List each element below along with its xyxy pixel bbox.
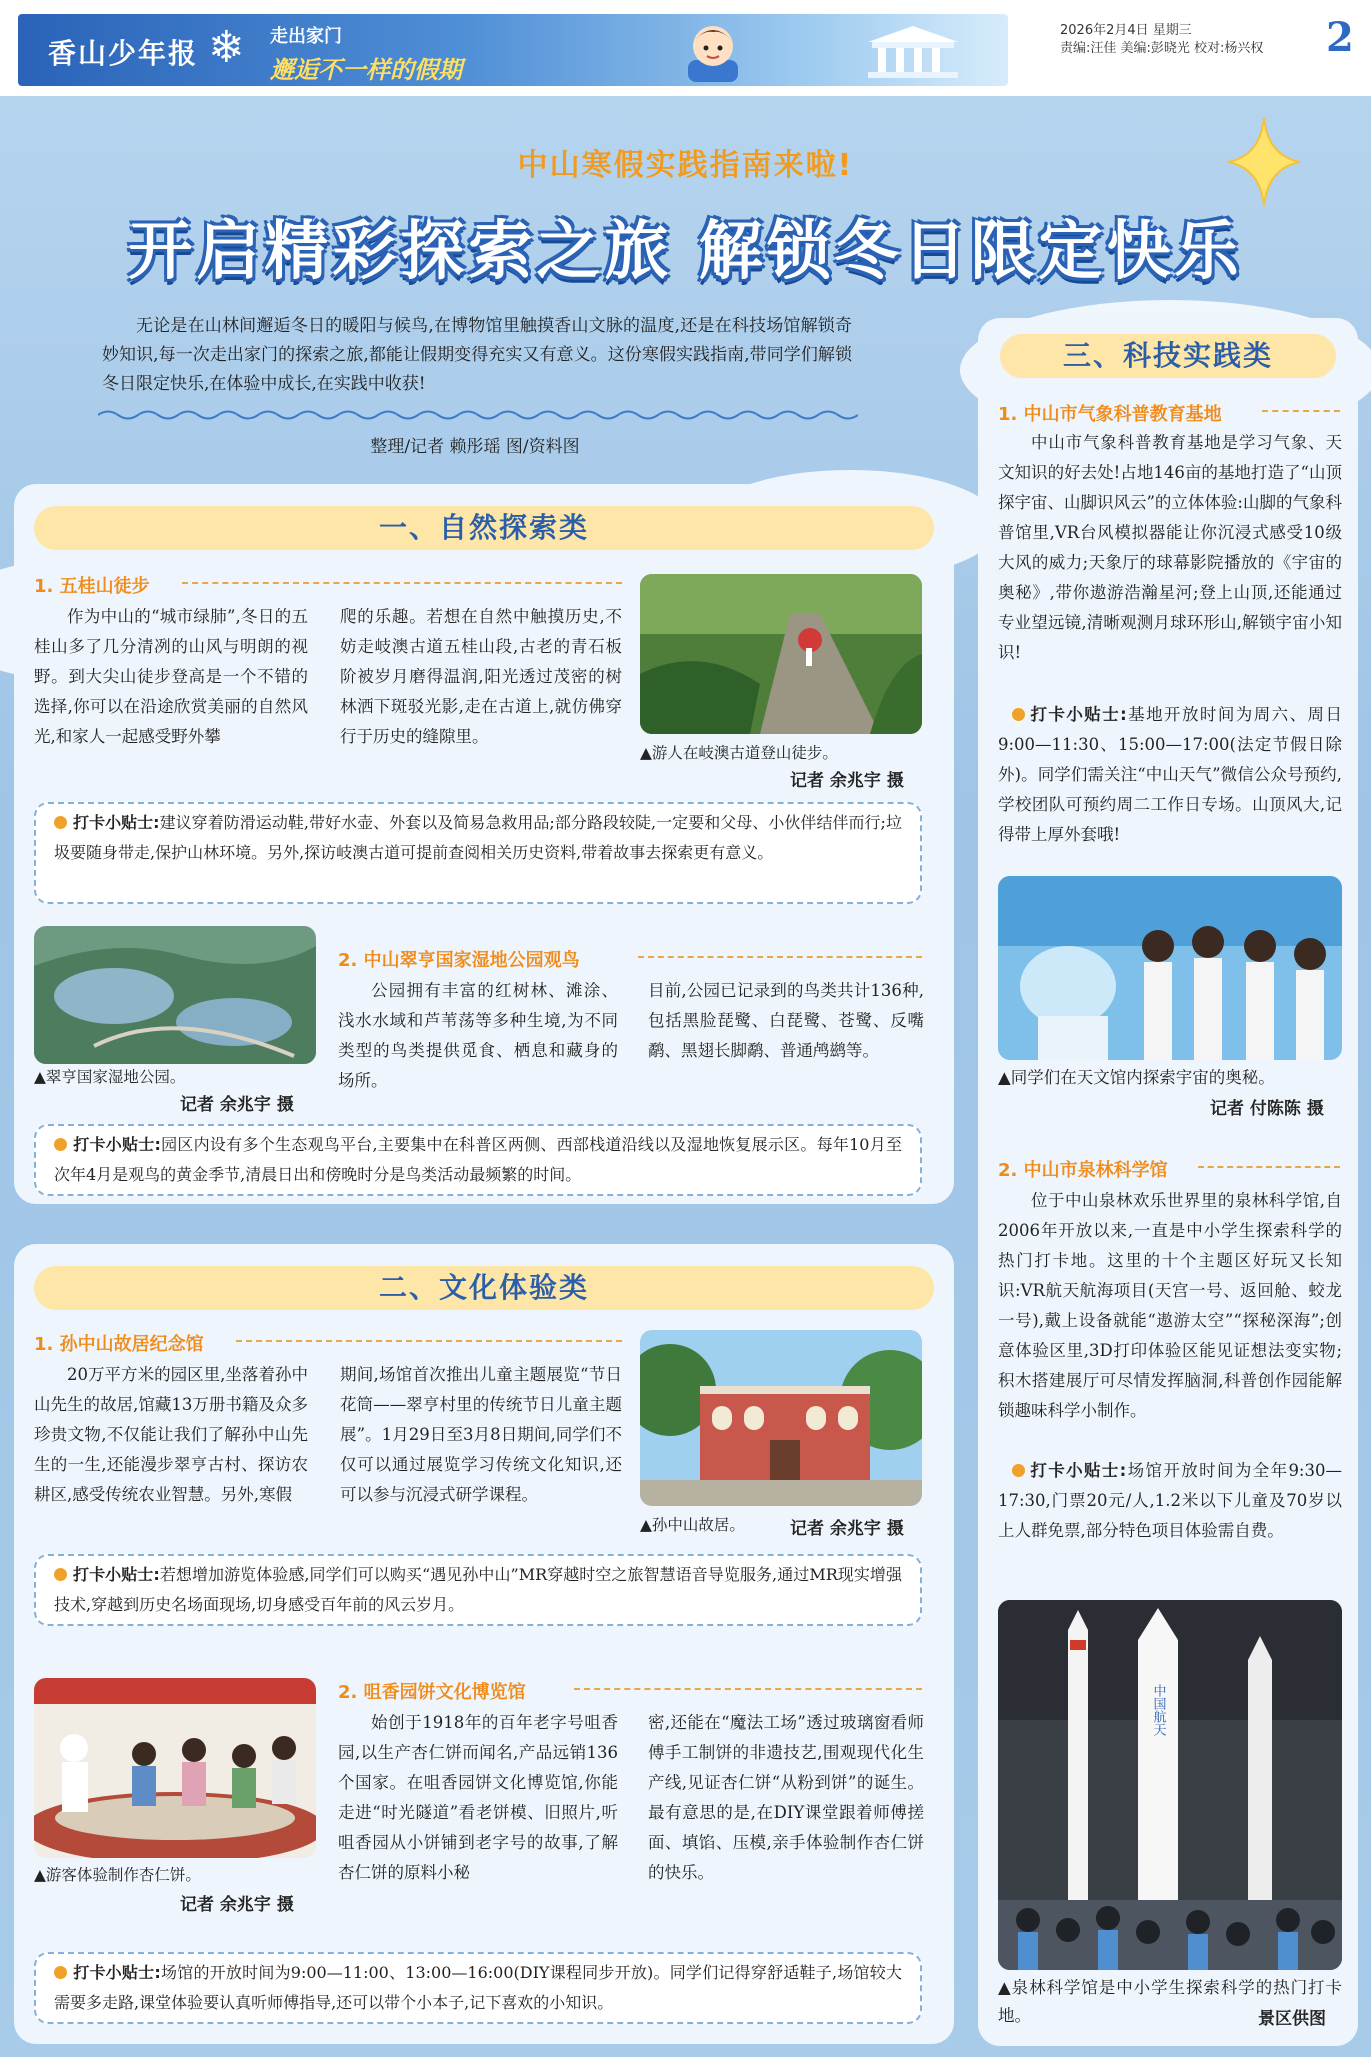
photo-planetarium-students [998, 876, 1342, 1060]
photo-caption: ▲游人在岐澳古道登山徒步。 [640, 744, 838, 762]
article-title-weather-base: 1. 中山市气象科普教育基地 [998, 404, 1222, 425]
masthead [0, 0, 1371, 96]
tip-label: 打卡小贴士: [73, 1963, 161, 1982]
article-text-col1: 公园拥有丰富的红树林、滩涂、浅水水域和芦苇荡等多种生境,为不同类型的鸟类提供觅食、栖息和藏身的场所。 [338, 981, 618, 1090]
tip-inline [998, 1456, 1342, 1546]
tagline-big: 邂逅不一样的假期 [270, 56, 462, 84]
article-title-wuguishan: 1. 五桂山徒步 [34, 576, 150, 597]
tip-text: 场馆开放时间为全年9:30—17:30,门票20元/人,1.2米以下儿童及70岁以上人群免票,部分特色项目体验需自费。 [998, 1461, 1342, 1540]
tip-box [34, 1554, 922, 1626]
photo-caption: ▲翠亨国家湿地公园。 [34, 1068, 186, 1086]
title-underline [638, 956, 922, 958]
photo-credit: 记者 余兆宇 摄 [180, 1095, 294, 1115]
photo-caption: ▲游客体验制作杏仁饼。 [34, 1866, 201, 1884]
bullet-dot-icon [54, 1568, 67, 1581]
photo-rocket-exhibit [998, 1600, 1342, 1970]
main-title: 开启精彩探索之旅 解锁冬日限定快乐 [128, 215, 1243, 289]
byline: 整理/记者 赖彤瑶 图/资料图 [370, 437, 580, 457]
tip-box [34, 1124, 922, 1196]
wave-divider [98, 408, 858, 422]
tip-text: 园区内设有多个生态观鸟平台,主要集中在科普区两侧、西部栈道沿线以及湿地恢复展示区。每年10月至次年4月是观鸟的黄金季节,清晨日出和傍晚时分是鸟类活动最频繁的时间。 [54, 1135, 902, 1184]
article-text-col2: 目前,公园已记录到的鸟类共计136种,包括黑脸琵鹭、白琵鹭、苍鹭、反嘴鹬、黑翅长脚鹬、普通鸬鹚等。 [648, 981, 924, 1060]
photo-caption: ▲孙中山故居。 [640, 1516, 745, 1534]
article-text-col2: 爬的乐趣。若想在自然中触摸历史,不妨走岐澳古道五桂山段,古老的青石板阶被岁月磨得温润,阳光透过茂密的树林洒下斑驳光影,走在古道上,就仿佛穿行于历史的缝隙里。 [340, 607, 622, 746]
title-underline [574, 1688, 922, 1690]
star-icon [1228, 118, 1300, 206]
bullet-dot-icon [54, 1138, 67, 1151]
section-heading-culture: 二、文化体验类 [34, 1266, 934, 1310]
section-tagline [270, 22, 470, 84]
bullet-dot-icon [54, 1966, 67, 1979]
photo-credit: 记者 余兆宇 摄 [790, 771, 904, 791]
tip-label: 打卡小贴士: [73, 1565, 160, 1584]
section-heading-science: 三、科技实践类 [1000, 334, 1336, 378]
tagline-small: 走出家门 [270, 26, 342, 47]
tip-label: 打卡小贴士: [73, 1135, 161, 1154]
article-title-wetland: 2. 中山翠亨国家湿地公园观鸟 [338, 950, 580, 971]
title-underline [236, 1340, 622, 1342]
tip-box [34, 802, 922, 904]
tip-box [34, 1952, 922, 2024]
tip-label: 打卡小贴士: [1029, 705, 1127, 724]
article-text: 位于中山泉林欢乐世界里的泉林科学馆,自2006年开放以来,一直是中小学生探索科学的热门打卡地。这里的十个主题区好玩又长知识:VR航天航海项目(天宫一号、返回舱、蛟龙一号),戴上设备就能“遨游太空”“探秘深海”;创意体验区里,3D打印体验区能见证想法变实物;积木搭建展厅可尽情发挥脑洞,科普创作园能解锁趣味科学小制作。 [998, 1191, 1342, 1420]
photo-caption: ▲泉林科学馆是中小学生探索科学的热门打卡地。 [998, 1978, 1342, 2025]
article-text-col2: 期间,场馆首次推出儿童主题展览“节日花筒——翠亨村里的传统节日儿童主题展”。1月29日至3月8日期间,同学们不仅可以通过展览学习传统文化知识,还可以参与沉浸式研学课程。 [340, 1365, 622, 1504]
article-title-sunyatsen: 1. 孙中山故居纪念馆 [34, 1334, 204, 1355]
tip-text: 若想增加游览体验感,同学们可以购买“遇见孙中山”MR穿越时空之旅智慧语音导览服务,通过MR现实增强技术,穿越到历史名场面现场,切身感受百年前的风云岁月。 [54, 1565, 902, 1614]
pre-title: 中山寒假实践指南来啦! [517, 148, 854, 183]
header-banner [18, 14, 1008, 86]
section-heading-nature: 一、自然探索类 [34, 506, 934, 550]
article-text-col1: 作为中山的“城市绿肺”,冬日的五桂山多了几分清冽的山风与明朗的视野。到大尖山徒步登高是一个不错的选择,你可以在沿途欣赏美丽的自然风光,和家人一起感受野外攀 [34, 607, 308, 746]
tip-text: 场馆的开放时间为9:00—11:00、13:00—16:00(DIY课程同步开放)。同学们记得穿舒适鞋子,场馆较大需要多走路,课堂体验要认真听师傅指导,还可以带个小本子,记下喜欢的小知识。 [54, 1963, 902, 2012]
article-title-quanlin: 2. 中山市泉林科学馆 [998, 1160, 1168, 1181]
bullet-dot-icon [1012, 1464, 1025, 1477]
title-underline [1262, 410, 1340, 412]
museum-building-illustration [858, 24, 968, 80]
photo-credit: 记者 余兆宇 摄 [790, 1519, 904, 1539]
photo-credit: 记者 付陈陈 摄 [1210, 1099, 1324, 1119]
issue-date: 2026年2月4日 星期三 [1060, 23, 1192, 38]
photo-credit: 记者 余兆宇 摄 [180, 1895, 294, 1915]
article-text-col2: 密,还能在“魔法工场”透过玻璃窗看师傅手工制饼的非遗技艺,围观现代化生产线,见证杏仁饼“从粉到饼”的诞生。最有意思的是,在DIY课堂跟着师傅搓面、填馅、压模,亲手体验制作杏仁饼的快乐。 [648, 1713, 924, 1882]
article-title-juxiangyuan: 2. 咀香园饼文化博览馆 [338, 1682, 526, 1703]
article-text-col1: 20万平方米的园区里,坐落着孙中山先生的故居,馆藏13万册书籍及众多珍贵文物,不仅能让我们了解孙中山先生的一生,还能漫步翠亨古村、探访农耕区,感受传统农业智慧。另外,寒假 [34, 1365, 308, 1504]
bullet-dot-icon [1012, 708, 1025, 721]
issue-meta [1060, 22, 1263, 58]
tip-inline [998, 700, 1342, 850]
snowflake-icon: ❄ [208, 22, 245, 73]
photo-wetland-park [34, 926, 316, 1064]
page-number: 2 [1326, 14, 1354, 61]
article-text: 中山市气象科普教育基地是学习气象、天文知识的好去处!占地146亩的基地打造了“山顶探宇宙、山脚识风云”的立体体验:山脚的气象科普馆里,VR台风模拟器能让你沉浸式感受10级大风的威力;天象厅的球幕影院播放的《宇宙的奥秘》,带你遨游浩瀚星河;登上山顶,还能通过专业望远镜,清晰观测月球环形山,解锁宇宙小知识! [998, 433, 1342, 662]
tip-text: 基地开放时间为周六、周日9:00—11:30、15:00—17:00(法定节假日除外)。同学们需关注“中山天气”微信公众号预约,学校团队可预约周二工作日专场。山顶风大,记得带上厚外套哦! [998, 705, 1342, 844]
photo-hiking-trail [640, 574, 922, 734]
photo-sunyatsen-residence [640, 1330, 922, 1506]
tip-label: 打卡小贴士: [73, 813, 160, 832]
issue-editors: 责编:汪佳 美编:彭晓光 校对:杨兴权 [1060, 41, 1264, 56]
tip-text: 建议穿着防滑运动鞋,带好水壶、外套以及简易急救用品;部分路段较陡,一定要和父母、小伙伴结伴而行;垃圾要随身带走,保护山林环境。另外,探访岐澳古道可提前查阅相关历史资料,带着故事去探索更有意义。 [54, 813, 902, 862]
rocket-label: 中国航天 [1150, 1684, 1166, 1736]
newspaper-brand: 香山少年报 [48, 37, 199, 70]
bullet-dot-icon [54, 816, 67, 829]
photo-caption: ▲同学们在天文馆内探索宇宙的奥秘。 [998, 1068, 1275, 1087]
photo-cookie-making [34, 1678, 316, 1858]
intro-paragraph: 无论是在山林间邂逅冬日的暖阳与候鸟,在博物馆里触摸香山文脉的温度,还是在科技场馆解锁奇妙知识,每一次走出家门的探索之旅,都能让假期变得充实又有意义。这份寒假实践指南,带同学们解锁冬日限定快乐,在体验中成长,在实践中收获! [102, 316, 852, 394]
photo-credit: 景区供图 [1258, 2009, 1326, 2029]
article-text-col1: 始创于1918年的百年老字号咀香园,以生产杏仁饼而闻名,产品远销136个国家。在咀香园饼文化博览馆,你能走进“时光隧道”看老饼模、旧照片,听咀香园从小饼铺到老字号的故事,了解杏仁饼的原料小秘 [338, 1713, 618, 1882]
tip-label: 打卡小贴士: [1029, 1461, 1127, 1480]
title-underline [182, 582, 622, 584]
cartoon-boy-illustration [678, 18, 748, 82]
title-underline [1198, 1166, 1340, 1168]
